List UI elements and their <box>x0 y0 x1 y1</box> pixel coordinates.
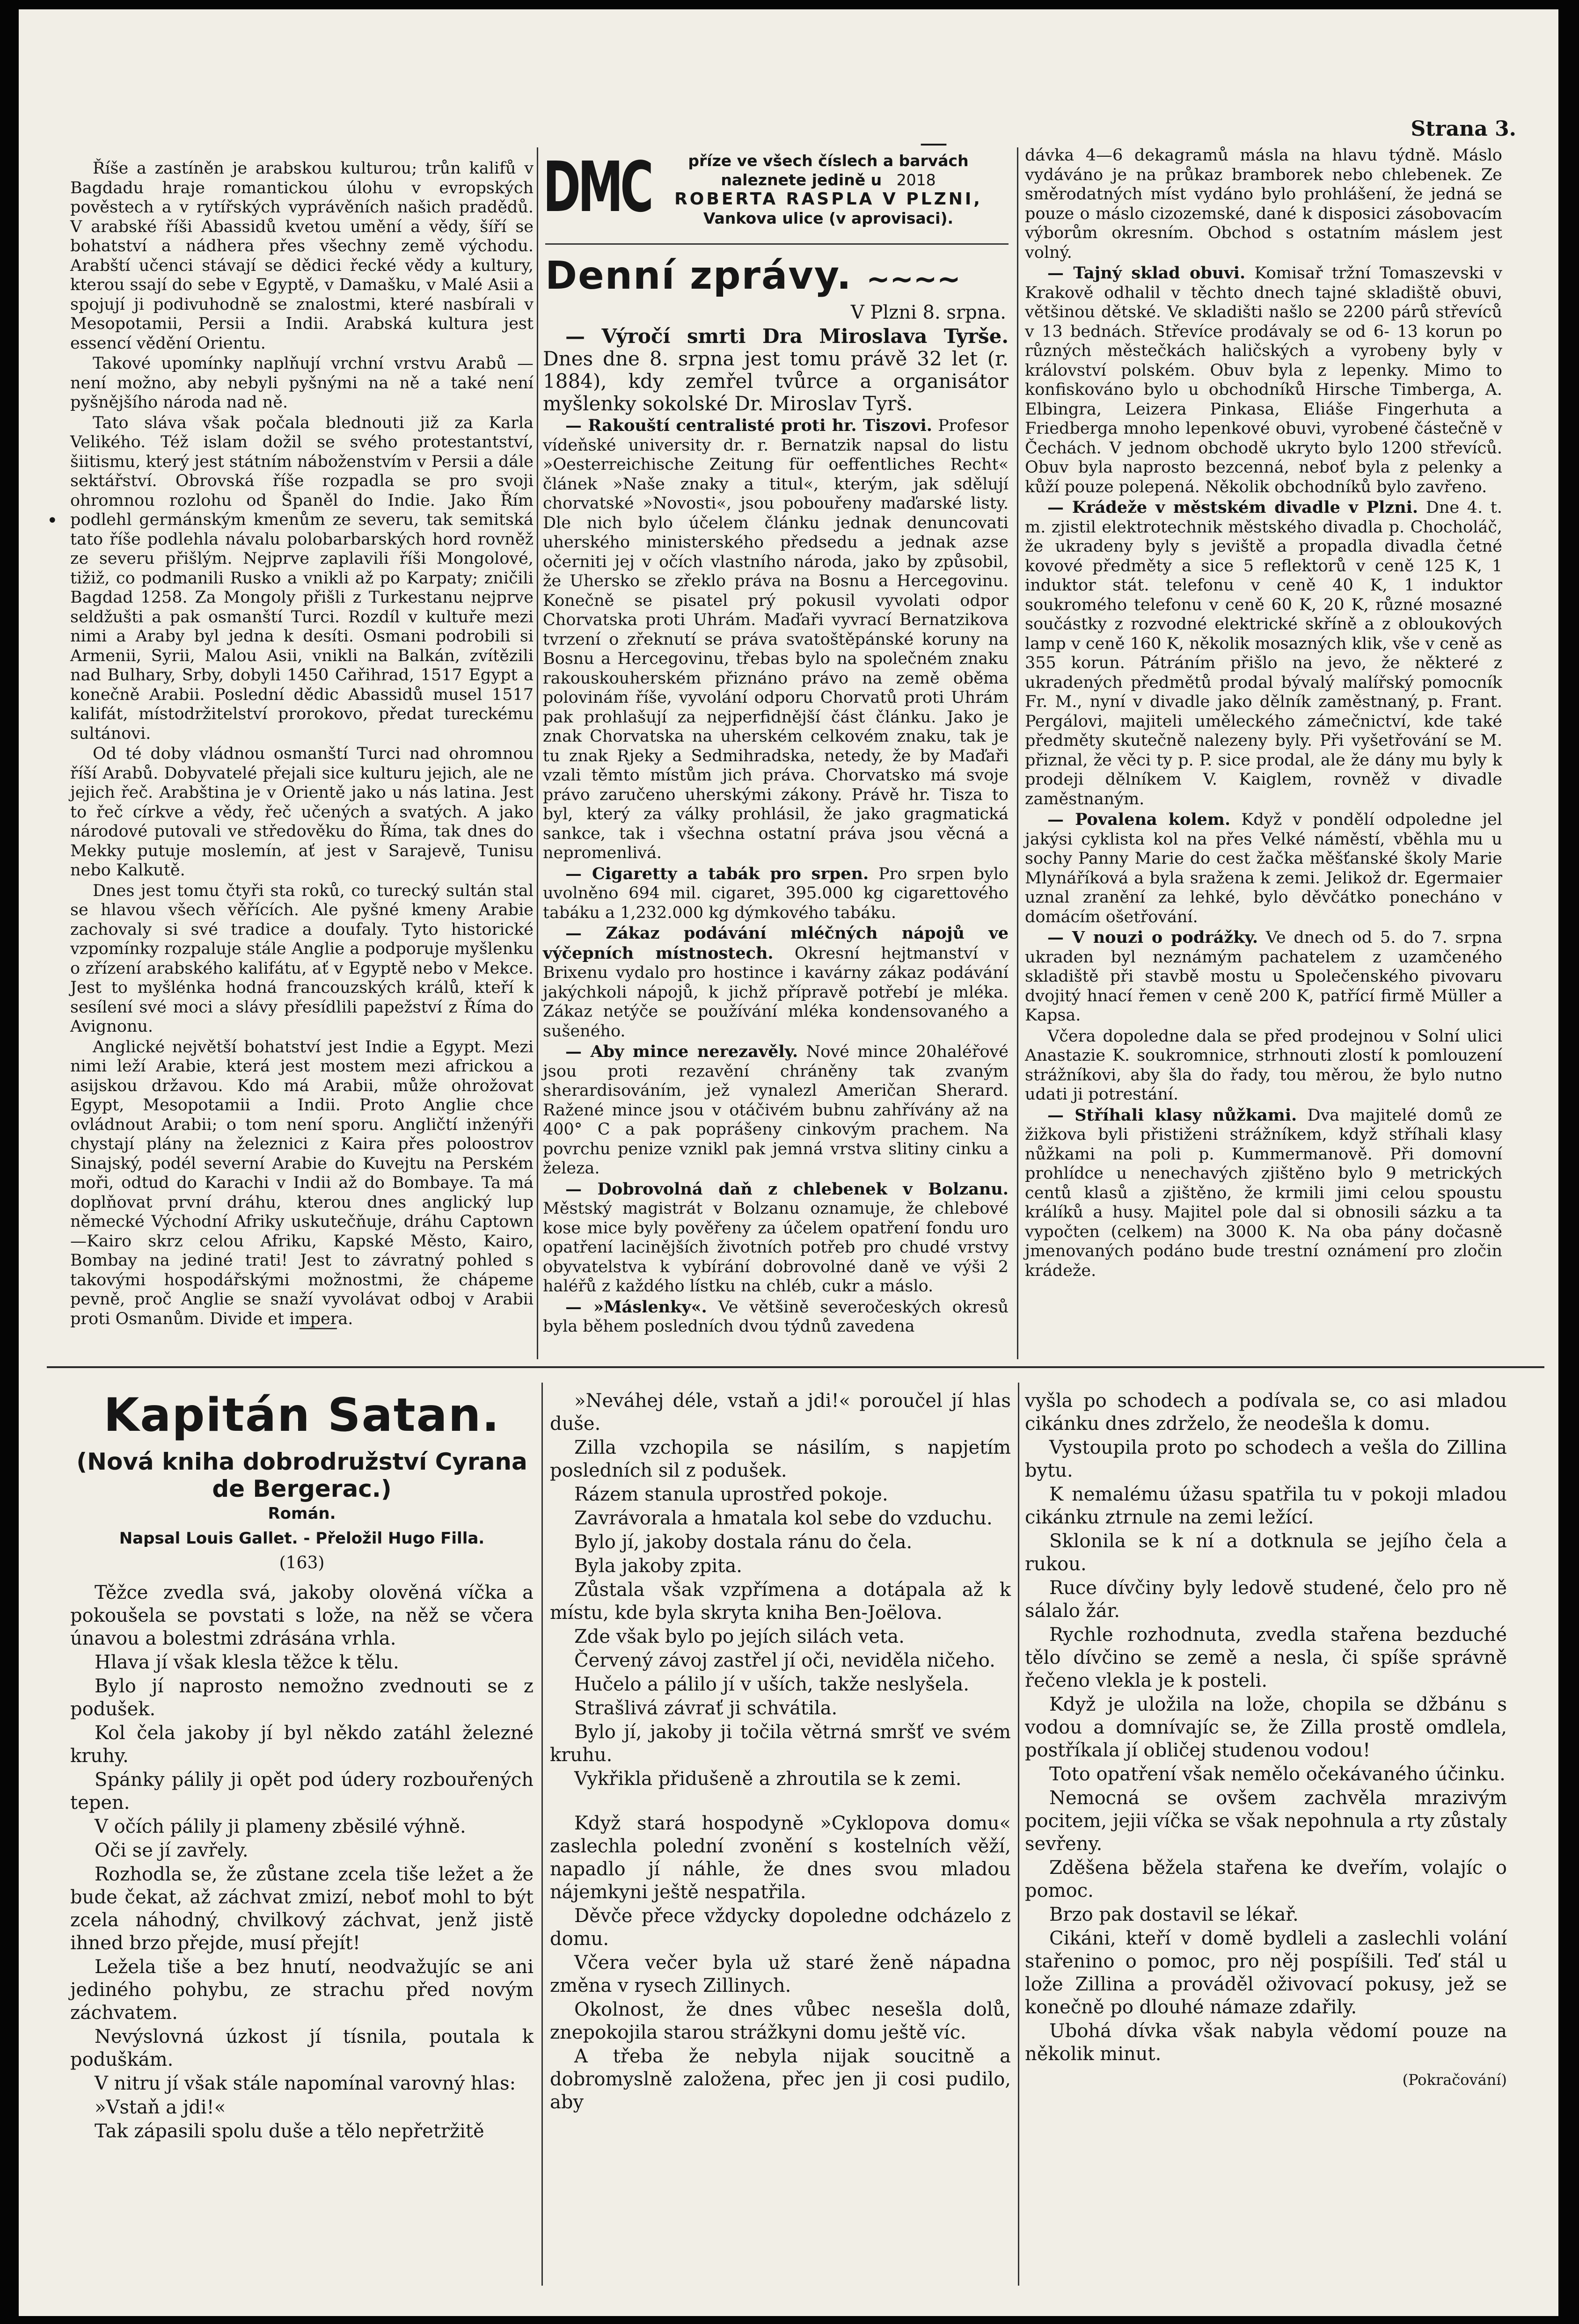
news-item <box>1025 810 1502 927</box>
novel-paragraph: Tak zápasili spolu duše a tělo nepřetržitě <box>95 2120 484 2142</box>
novel-paragraph: Zde však bylo po jejích silách veta. <box>574 1626 905 1647</box>
news-headline: — Povalena kolem. <box>1047 810 1231 829</box>
novel-paragraph: Včera večer byla už staré ženě nápadna změna v rysech Zillinych. <box>550 1952 1011 1996</box>
news-column-3 <box>1025 146 1502 1281</box>
news-text: Ve dnech od 5. do 7. srpna ukraden byl neznámým pachatelem z uzamčeného skladiště při stavbě mostu u Společenského pivovaru dvojitý hnací řemen v ceně 200 K, patřící firmě Müller a Kapsa. <box>1025 928 1502 1025</box>
novel-title: Kapitán Satan. <box>103 1389 500 1442</box>
news-item <box>1025 498 1502 809</box>
column-rule <box>1017 147 1018 1359</box>
news-text: Včera dopoledne dala se před prodejnou v Solní ulici Anastazie K. soukromnice, strhnouti zlostí k pomlouzení strážníkovi, aby šla do řady, tou měrou, že bylo nutno udati ji potrestání. <box>1025 1027 1502 1104</box>
article-paragraph: Dnes jest tomu čtyři sta roků, co turecký sultán stal se hlavou všech věřících. Ale pyšné kmeny Arabie zachovaly si své tradice a doufaly. Tyto historické vzpomínky rozpaluje stále Anglie a podporuje myšlenku o zřízení arabského kalifátu, ať v Egyptě nebo v Mekce. Jest to myšlénka hodná francouzských králů, kteří k sesílení své moci a slávy přesídlili papežství z Říma do Avignonu. <box>70 881 534 1036</box>
novel-paragraph: Cikáni, kteří v domě bydleli a zaslechli volání stařenino o pomoc, pro něj pospíšili. Teď stál u lože Zillina a prováděl oživovací pokusy, jež se konečně po dlouhé námaze zdařily. <box>1025 1928 1507 2018</box>
novel-paragraph: Rozhodla se, že zůstane zcela tiše ležet a že bude čekat, až záchvat zmizí, neboť mohl to být zcela náhodný, chvilkový záchvat, jenž jistě ihned brzo přejde, musí přejít! <box>70 1864 534 1954</box>
novel-paragraph: Když je uložila na lože, chopila se džbánu s vodou a domnívajíc se, že Zilla prostě omdlela, postříkala jí obličej studenou vodou! <box>1025 1694 1507 1761</box>
news-headline: — Stříhali klasy nůžkami. <box>1047 1105 1297 1125</box>
novel-paragraph: Těžce zvedla svá, jakoby olověná víčka a pokoušela se povstati s lože, na něž se včera únavou a bolestmi zdrásána vrhla. <box>70 1582 534 1649</box>
novel-paragraph: Červený závoj zastřel jí oči, neviděla ničeho. <box>574 1650 995 1671</box>
page-header <box>47 117 1535 150</box>
continued-note: (Pokračování) <box>1402 2071 1507 2089</box>
novel-paragraph: A třeba že nebyla nijak soucitně a dobromyslně založena, přec jen ji cosi pudilo, aby <box>550 2046 1011 2113</box>
novel-genre: Román. <box>268 1504 336 1523</box>
novel-installment: (163) <box>279 1553 325 1573</box>
news-item <box>1025 263 1502 497</box>
news-item <box>1025 1027 1502 1105</box>
novel-column-3 <box>1025 1390 1507 2091</box>
dateline: V Plzni 8. srpna. <box>850 302 1006 323</box>
novel-paragraph: V nitru jí však stále napomínal varovný hlas: <box>95 2073 516 2094</box>
news-text: Nové mince 20haléřové jsou proti rezavění chráněny tak zvaným sherardisováním, jež vynalezl Američan Sherard. Ražené mince jsou v otáčivém bubnu zahřívány až na 400° C a pak poprášeny cinkovým prachem. Na povrchu penize vznikl pak jemná vrstva slitiny cinku a železa. <box>543 1042 1009 1178</box>
news-continuation: dávka 4—6 dekagramů másla na hlavu týdně. Máslo vydáváno je na průkaz bramborek nebo chlebenek. Ze směrodatných míst vydáno bylo prohlášení, že jedná se pouze o máslo cizozemské, dané k disposici zásobovacím výborům okresním. Obchod s ostatním máslem jest volný. <box>1025 146 1502 262</box>
novel-paragraph: Kol čela jakoby jí byl někdo zatáhl železné kruhy. <box>70 1722 534 1767</box>
novel-paragraph: Zilla vzchopila se násilím, s napjetím posledních sil z podušek. <box>550 1437 1011 1481</box>
novel-paragraph: Ubohá dívka však nabyla vědomí pouze na několik minut. <box>1025 2020 1507 2065</box>
ad-firm: ROBERTA RASPLA V PLZNI, <box>674 189 982 209</box>
novel-paragraph: Bylo jí naprosto nemožno zvednouti se z podušek. <box>70 1676 534 1720</box>
novel-paragraph: Okolnost, že dnes vůbec nesešla dolů, znepokojila starou strážkyni domu ještě víc. <box>550 1999 1011 2043</box>
article-paragraph: Říše a zastíněn je arabskou kulturou; trůn kalifů v Bagdadu hraje romantickou úlohu v evropských pověstech a v rytířských vyprávěních našich pradědů. V arabské říši Abassidů kvetou umění a vědy, šíří se bohatství a nádhera přes všechny země východu. Arabští učenci stávají se dědici řecké vědy a kultury, kterou ssají do sebe v Egyptě, v Damašku, v Malé Asii a spojují ji podivuhodně se znalostmi, které nasbírali v Mesopotamii, Persii a Indii. Arabská kultura jest essencí vědění Orientu. <box>70 159 534 353</box>
news-item <box>543 864 1009 923</box>
ad-logo: DMC <box>543 147 651 227</box>
novel-paragraph: Vykřikla přidušeně a zhroutila se k zemi. <box>574 1768 962 1790</box>
news-text: Když v pondělí odpoledne jel jakýsi cyklista kol na přes Velké náměstí, vběhla mu u sochy Panny Marie do cest žačka měšťanské školy Marie Mlynáříková a byla sražena k zemi. Jelikož dr. Egermaier uznal zranění za lehké, bylo děvčátko ponecháno v domácím ošetřování. <box>1025 810 1502 926</box>
news-headline: — Aby mince nerezavěly. <box>565 1042 798 1061</box>
scene-break <box>550 1791 1011 1812</box>
novel-paragraph: Strašlivá závrať ji schvátila. <box>574 1697 838 1719</box>
novel-paragraph: Nemocná se ovšem zachvěla mrazivým pocitem, jejii víčka se však nepohnula a rty zůstaly sevřeny. <box>1025 1787 1507 1855</box>
section-title-text: Denní zprávy. <box>545 254 852 298</box>
news-item <box>543 1297 1009 1337</box>
ad-text <box>651 151 1006 228</box>
news-headline: — Výročí smrti Dra Miroslava Tyrše. <box>565 325 1009 348</box>
article-paragraph: Od té doby vládnou osmanští Turci nad ohromnou říší Arabů. Dobyvatelé přejali sice kulturu jejich, ale ne jejich řeč. Arabština je v Orientě jako u nás latina. Jest to řeč církve a vědy, řeč učených a svatých. A jako národové putovali ve středověku do Říma, tak dnes do Mekky putuje moslemín, ať jest v Sarajevě, Tunisu nebo Kalkutě. <box>70 744 534 880</box>
ad-rule <box>545 243 1009 245</box>
news-column-2 <box>543 325 1009 1337</box>
ad-line-2 <box>651 170 1006 189</box>
novel-paragraph: »Neváhej déle, vstaň a jdi!« poroučel jí hlas duše. <box>550 1390 1011 1435</box>
news-text: Dva majitelé domů ze žižkova byli přistiženi strážníkem, když stříhali klasy nůžkami na poli p. Kummermanově. Při domovní prohlídce u nenechavých zjištěno bylo 9 metrických centů klasů a zjištěno, že krmili jimi celou spoustu králíků a husy. Majitel pole dal si obnosili sázku a ta vypočten (celkem) na 3000 K. Na oba pány dočasně jmenovaných podáno bude trestní oznámení pro zločin krádeže. <box>1025 1106 1502 1280</box>
news-text: Komisař tržní Tomaszevski v Krakově odhalil v těchto dnech tajné skladiště obuvi, většinou dětské. Ve skladišti našlo se 2200 párů střevíců v 13 bednách. Střevíce prodávaly se od 6- 13 korun po různých městečkách haličských a vyrobeny byly v království polském. Obuv byla z lepenky. Mimo to konfiskováno bylo u obchodníků Hirsche Timberga, A. Elbingra, Leizera Pinkasa, Eliáše Fingerhuta a Friedberga mnoho lepenkové obuvi, vyrobené částečně v Čechách. V jednom obchodě ukryto bylo 1200 střevíců. Obuv byla naprosto bezcenná, neboť byla z pelenky a kůží pouze polepená. Několik obchodníků bylo zavřeno. <box>1025 264 1502 496</box>
news-item <box>543 1180 1009 1297</box>
novel-paragraph: K nemalému úžasu spatřila tu v pokoji mladou cikánku ztrnule na zemi ležící. <box>1025 1484 1507 1528</box>
novel-paragraph: Sklonila se k ní a dotknula se jejího čela a rukou. <box>1025 1530 1507 1575</box>
novel-column-2 <box>550 1390 1011 2114</box>
novel-paragraph: Vystoupila proto po schodech a vešla do Zillina bytu. <box>1025 1437 1507 1481</box>
news-headline: — »Máslenky«. <box>565 1297 707 1317</box>
novel-paragraph: Zděšena běžela stařena ke dveřím, volajíc o pomoc. <box>1025 1857 1507 1901</box>
novel-paragraph: Rázem stanula uprostřed pokoje. <box>574 1484 888 1505</box>
novel-paragraph: Byla jakoby zpita. <box>574 1555 742 1577</box>
novel-paragraph: Zůstala však vzpřímena a dotápala až k místu, kde byla skryta kniha Ben-Joëlova. <box>550 1579 1011 1624</box>
novel-paragraph: »Vstaň a jdi!« <box>95 2097 226 2118</box>
dash-mark-icon: — <box>920 126 948 159</box>
novel-paragraph: Nevýslovná úzkost jí tísnila, poutala k poduškám. <box>70 2026 534 2070</box>
column-rule <box>541 1383 543 2286</box>
novel-paragraph: Ležela tiše a bez hnutí, neodvažujíc se ani jediného pohybu, ze strachu před novým záchvatem. <box>70 1956 534 2024</box>
novel-paragraph: Hučelo a pálilo jí v uších, takže neslyšela. <box>574 1674 969 1695</box>
novel-paragraph: Bylo jí, jakoby ji točila větrná smršť ve svém kruhu. <box>550 1721 1011 1766</box>
novel-paragraph: Když stará hospodyně »Cyklopova domu« zaslechla polední zvonění s kostelních věží, napadlo jí náhle, že dnes svou mladou nájemkyni ještě nespatřila. <box>550 1813 1011 1903</box>
novel-author: Napsal Louis Gallet. - Přeložil Hugo Filla. <box>119 1529 485 1548</box>
news-text: Ve většině severočeských okresů byla během posledních dvou týdnů zavedena <box>543 1297 1009 1336</box>
news-item <box>1025 928 1502 1026</box>
yarn-advertisement <box>543 147 1011 241</box>
novel-column-1 <box>70 1581 534 2143</box>
news-headline: — Zákaz podávání mléčných nápojů ve výčepních místnostech. <box>543 924 1009 963</box>
news-text: Městský magistrát v Bolzanu oznamuje, že chlebové kose mice byly pověřeny za účelem opatření fondu uro opatření lacinějších životních potřeb pro chudé vrstvy obyvatelstva k vybírání dobrovolné daně ve výši 2 haléřů z každého lístku na chléb, cukr a máslo. <box>543 1199 1009 1296</box>
section-title <box>545 253 960 303</box>
news-item <box>543 325 1009 415</box>
ad-code: 2018 <box>896 171 936 189</box>
news-headline: — Rakouští centralisté proti hr. Tiszovi. <box>565 416 932 435</box>
column-rule <box>537 147 538 1359</box>
newspaper-page <box>19 9 1558 2316</box>
news-headline: — Dobrovolná daň z chlebenek v Bolzanu. <box>565 1179 1009 1199</box>
novel-paragraph: Bylo jí, jakoby dostala ránu do čela. <box>574 1531 913 1553</box>
novel-paragraph: vyšla po schodech a podívala se, co asi mladou cikánku dnes zdrželo, že neodešla k domu. <box>1025 1390 1507 1435</box>
news-headline: — Krádeže v městském divadle v Plzni. <box>1047 498 1418 517</box>
news-item <box>543 416 1009 863</box>
article-paragraph: Tato sláva však počala blednouti již za Karla Velikého. Též islam dožil se svého protestantství, šiitismu, který jest státním náboženstvím v Persii a dále sektářství. Obrovská říše rozpadla se pro svoji ohromnou rozlohu od Španěl do Indie. Jako Řím podlehl germánským kmenům ze severu, tak semitská tato říše podlehla návalu polobarbarských hord rovněž ze severu přišlým. Nejprve zaplavili říši Mongolové, tižiž, co podmanili Rusko a vnikli až po Karpaty; zničili Bagdad 1258. Za Mongoly přišli z Turkestanu nejprve seldžušti a pak osmanští Turci. Rozdíl v kultuře mezi nimi a Araby byl jedna k desíti. Osmani podrobili si Armenii, Syrii, Malou Asii, vnikli na Balkán, zvítězili nad Bulhary, Srby, dobyli 1450 Cařihrad, 1517 Egypt a konečně Arabii. Poslední dědic Abassidů musel 1517 kalifát, místodržitelství prorokovo, předat tureckému sultánovi. <box>70 413 534 743</box>
novel-paragraph: Oči se jí zavřely. <box>95 1840 249 1861</box>
ad-address: Vankova ulice (v aprovisaci). <box>703 209 954 227</box>
feuilleton-rule <box>47 1366 1544 1368</box>
novel-paragraph: Brzo pak dostavil se lékař. <box>1049 1904 1299 1925</box>
news-headline: — V nouzi o podrážky. <box>1047 928 1258 947</box>
novel-paragraph: Spánky pálily ji opět pod údery rozbouřených tepen. <box>70 1769 534 1814</box>
news-text: Dnes dne 8. srpna jest tomu právě 32 let (r. 1884), kdy zemřel tvůrce a organisátor myšlenky sokolské Dr. Miroslav Tyrš. <box>543 347 1009 415</box>
novel-paragraph: Děvče přece vždycky dopoledne odcházelo z domu. <box>550 1905 1011 1950</box>
news-item <box>1025 1106 1502 1281</box>
novel-paragraph: Toto opatření však nemělo očekávaného účinku. <box>1049 1763 1506 1785</box>
ad-line: naleznete jedině u <box>721 171 882 189</box>
ornament-icon: ~~~~ <box>866 263 961 296</box>
news-headline: — Cigaretty a tabák pro srpen. <box>565 864 869 883</box>
news-text: Profesor vídeňské university dr. r. Bernatzik napsal do listu »Oesterreichische Zeitung für oeffentliches Recht« článek »Naše znaky a titul«, kterým, jak sdělují chorvatské »Novosti«, jsou pobouřeny maďarské listy. Dle nich bylo účelem článku jednak denuncovati uherského ministerského předsedu a jednak azse očerniti jej v očích vlastního národa, jako by způsobil, že Uhersko se zřeklo práva na Bosnu a Hercegovinu. Konečně se pisatel prý pokusil vyvolati odpor Chorvatska proti Uhrám. Maďaři vyvrací Bernatzikova tvrzení o zřeknutí se práva svatoštěpánské koruny na Bosnu a Hercegovinu, třebas bylo na společném znaku rakouskouherském přiznáno právo na země oběma polovinám říše, vyvolání odporu Chorvatů proti Uhrám pak prohlašují za nejperfidnější část článku. Jako je znak Chorvatska na uherském celkovém znaku, tak je tu znak Rjeky a Sedmihradska, netedy, že by Maďaři vzali těmto místům jich práva. Chorvatsko má svoje právo zaručeno uherskými zákony. Právě hr. Tisza to byl, který za války prohlásil, že jako gragmatická sankce, tak i všechna ostatní práva jsou věcná a nepromenlivá. <box>543 416 1009 862</box>
article-paragraph: Takové upomínky naplňují vrchní vrstvu Arabů — není možno, aby nebyli pyšnými na ně a také není pyšnějšího národa nad ně. <box>70 354 534 412</box>
news-text: Pro srpen bylo uvolněno 694 mil. cigaret, 395.000 kg cigarettového tabáku a 1,232.000 kg dýmkového tabáku. <box>543 864 1009 922</box>
page-number: Strana 3. <box>1411 117 1516 141</box>
novel-subtitle: (Nová kniha dobrodružství Cyrana de Bergerac.) <box>76 1448 527 1502</box>
bullet-icon: • <box>47 510 58 532</box>
column-rule <box>1018 1383 1019 2286</box>
news-headline: — Tajný sklad obuvi. <box>1047 263 1246 283</box>
news-item <box>543 924 1009 1041</box>
news-text: Okresní hejtmanství v Brixenu vydalo pro hostince i kavárny zákaz podávání jakýchkoli nápojů, k jichž přípravě potřebí je mléka. Zákaz netýče se používání mléka kondensovaného a sušeného. <box>543 944 1009 1041</box>
ad-line: příze ve všech číslech a barvách <box>688 152 969 170</box>
news-item <box>543 1042 1009 1179</box>
news-text: Dne 4. t. m. zjistil elektrotechnik městského divadla p. Chocholáč, že ukradeny byly s jeviště a propadla divadla četné kovové předměty a sice 5 reflektorů v ceně 125 K, 1 induktor stát. telefonu v ceně 40 K, 1 induktor soukromého telefonu v ceně 60 K, 20 K, různé mosazné součástky z rozvodné elektrické skříně a z obloukových lamp v ceně 160 K, několik mosazných klik, vše v ceně as 355 korun. Pátráním přišlo na jevo, že některé z ukradených předmětů prodal bývalý malířský pomocník Fr. M., nyní v divadle jako dělník zaměstnaný, p. Frant. Pergálovi, majiteli uměleckého zámečnictví, kde také předměty skutečně nalezeny byly. Při vyšetřování se M. přiznal, že věci ty p. P. sice prodal, ale že dány mu byly k prodeji dělníkem V. Kaiglem, rovněž v divadle zaměstnaným. <box>1025 498 1502 809</box>
novel-paragraph: Rychle rozhodnuta, zvedla stařena bezduché tělo dívčino se země a nesla, či spíše správně řečeno vlekla je k posteli. <box>1025 1624 1507 1691</box>
end-rule <box>300 1328 337 1329</box>
article-arabia <box>70 159 534 1329</box>
novel-paragraph: Ruce dívčiny byly ledově studené, čelo pro ně sálalo žár. <box>1025 1577 1507 1622</box>
novel-paragraph: Zavrávorala a hmatala kol sebe do vzduchu. <box>574 1508 993 1529</box>
novel-paragraph: V očích pálily ji plameny zběsilé výhně. <box>95 1816 466 1837</box>
novel-paragraph: Hlava jí však klesla těžce k tělu. <box>95 1652 399 1673</box>
article-paragraph: Anglické největší bohatství jest Indie a Egypt. Mezi nimi leží Arabie, která jest mostem mezi africkou a asijskou državou. Kdo má Arabii, může ohrožovat Egypt, Mesopotamii a Indii. Proto Anglie chce ovládnout Arabii; o tom není sporu. Angličtí inženýři chystají plány na železnici z Kaira přes poloostrov Sinajský, podél severní Arabie do Kuvejtu na Perském moři, odtud do Karachi v Indii až do Bombaye. Ta má doplňovat první dráhu, kterou dnes anglický lup německé Východní Afriky uskutečňuje, dráhu Captown—Kairo skrz celou Afriku, Kapské Město, Kairo, Bombay na jediné trati! Jest to závratný pohled s takovými hospodářskými možnostmi, že chápeme pevně, proč Anglie se snaží vyvolávat odboj v Arabii proti Osmanům. Divide et impera. <box>70 1037 534 1328</box>
